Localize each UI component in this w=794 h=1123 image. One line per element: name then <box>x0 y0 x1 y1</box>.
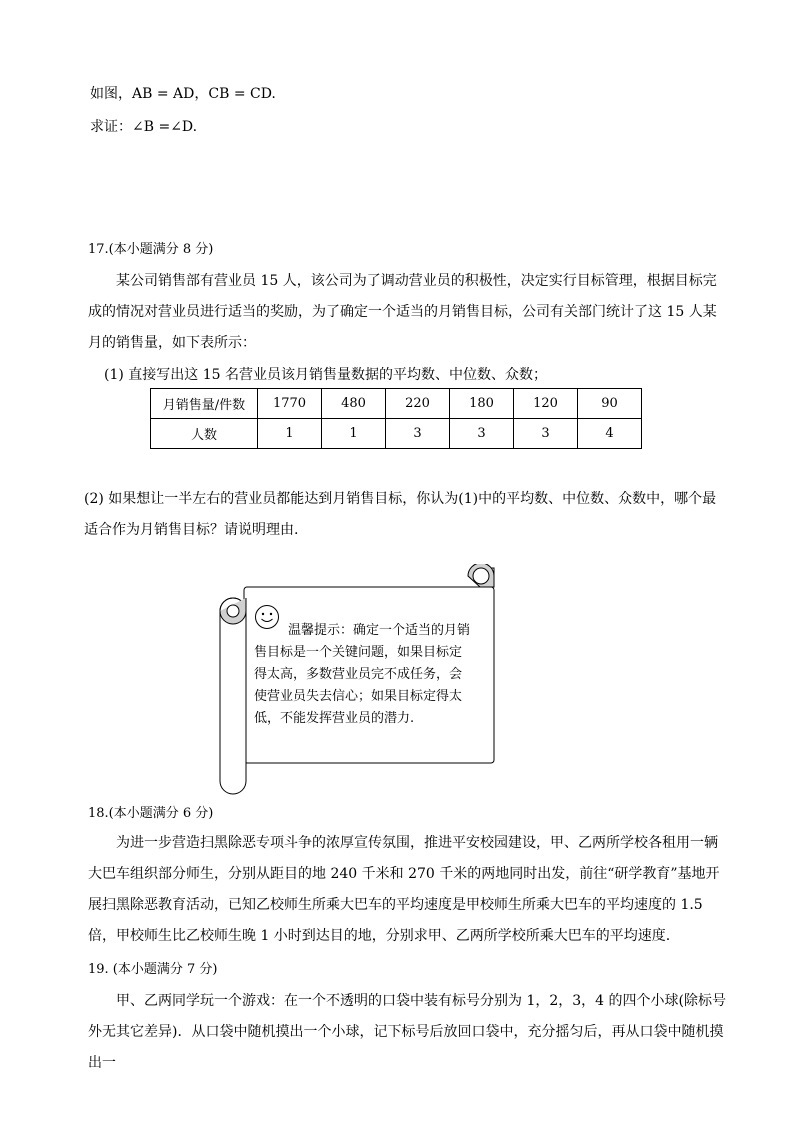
q18-body: 为进一步营造扫黑除恶专项斗争的浓厚宣传氛围，推进平安校园建设，甲、乙两所学校各租用一辆大巴车组织部分师生，分别从距目的地 240 千米和 270 千米的两地同时出发，前往“研学教育”基地开展扫黑除恶教育活动，已知乙校师生所乘大巴车的平均速度是甲校师生所乘大巴车的平均速度的 1.5 倍，甲校师生比乙校师生晚 1 小时到达目的地，分别求甲、乙两所学校所乘大巴车的平均速度. <box>88 835 720 944</box>
table-cell: 3 <box>514 419 578 449</box>
tip-line: 低，不能发挥营业员的潜力. <box>254 711 415 726</box>
q17-intro: 某公司销售部有营业员 15 人，该公司为了调动营业员的积极性，决定实行目标管理，根据目标完成的情况对营业员进行适当的奖励，为了确定一个适当的月销售目标，公司有关部门统计了这 15 人某月的销售量，如下表所示： <box>88 273 717 351</box>
table-cell: 3 <box>386 419 450 449</box>
tip-text <box>254 620 486 730</box>
q17-header: 17.(本小题满分 8 分) <box>88 242 214 257</box>
table-row <box>151 419 642 449</box>
table-cell: 220 <box>386 389 450 419</box>
q16-given: 如图，AB = AD，CB = CD. <box>90 86 276 102</box>
q19-header: 19. (本小题满分 7 分) <box>88 962 218 977</box>
q16-prove: 求证：∠B =∠D. <box>90 119 198 135</box>
sales-table <box>150 388 642 449</box>
table-cell: 1770 <box>258 389 322 419</box>
table-cell: 1 <box>258 419 322 449</box>
tip-line: 温馨提示：确定一个适当的月销 <box>288 623 471 638</box>
q17-part1: (1) 直接写出这 15 名营业员该月销售量数据的平均数、中位数、众数； <box>104 367 547 383</box>
table-cell: 4 <box>578 419 642 449</box>
q19-body: 甲、乙两同学玩一个游戏：在一个不透明的口袋中装有标号分别为 1，2，3，4 的四个小球(除标号外无其它差异)．从口袋中随机摸出一个小球，记下标号后放回口袋中，充分摇匀后，再从口袋中随机摸出一 <box>88 993 726 1071</box>
table-row <box>151 389 642 419</box>
table-cell: 3 <box>450 419 514 449</box>
table-header-sales: 月销售量/件数 <box>151 389 258 419</box>
q18-header: 18.(本小题满分 6 分) <box>88 806 214 821</box>
tip-line: 售目标是一个关键问题，如果目标定 <box>254 645 463 660</box>
table-cell: 120 <box>514 389 578 419</box>
table-cell: 180 <box>450 389 514 419</box>
table-cell: 480 <box>322 389 386 419</box>
tip-line: 得太高，多数营业员完不成任务，会 <box>254 667 463 682</box>
tip-line: 使营业员失去信心；如果目标定得太 <box>254 689 463 704</box>
table-header-count: 人数 <box>151 419 258 449</box>
table-cell: 90 <box>578 389 642 419</box>
q17-part2: (2) 如果想让一半左右的营业员都能达到月销售目标，你认为(1)中的平均数、中位数、众数中，哪个最适合作为月销售目标？请说明理由. <box>84 491 717 538</box>
table-cell: 1 <box>322 419 386 449</box>
